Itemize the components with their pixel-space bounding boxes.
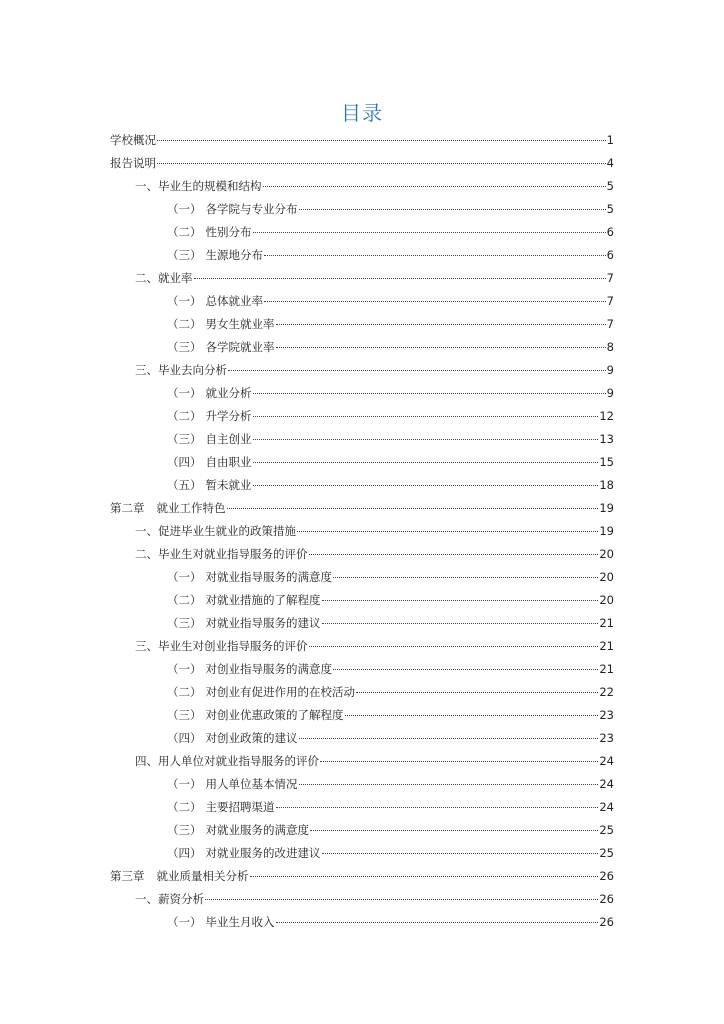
- toc-entry-page-number: 19: [599, 501, 614, 515]
- toc-entry-label: [167, 590, 321, 610]
- toc-entry-text: 就业分析: [205, 386, 252, 400]
- toc-entry[interactable]: [110, 383, 614, 406]
- toc-entry-number: （一）: [167, 386, 202, 400]
- toc-entry-page-number: 12: [599, 409, 614, 423]
- toc-entry-page-number: 26: [599, 869, 614, 883]
- dot-leader: [276, 323, 606, 325]
- toc-entry-page-number: 21: [599, 662, 614, 676]
- toc-entry[interactable]: [110, 429, 614, 452]
- dot-leader: [276, 921, 599, 923]
- toc-entry-text: 薪资分析: [158, 892, 204, 906]
- dot-leader: [320, 760, 598, 762]
- toc-entry-label: [167, 291, 263, 311]
- toc-entry-text: 毕业生的规模和结构: [158, 179, 262, 193]
- toc-entry-label: [167, 475, 252, 495]
- toc-entry-number: 第二章: [110, 501, 145, 515]
- toc-entry-text: 毕业生月收入: [205, 915, 275, 929]
- toc-entry-number: （一）: [167, 662, 202, 676]
- dot-leader: [345, 714, 599, 716]
- dot-leader: [299, 737, 599, 739]
- dot-leader: [264, 254, 606, 256]
- toc-entry[interactable]: [110, 406, 614, 429]
- dot-leader: [205, 898, 598, 900]
- toc-entry[interactable]: [110, 176, 614, 199]
- toc-entry-label: [167, 406, 252, 426]
- dot-leader: [157, 139, 606, 141]
- toc-entry-page-number: 22: [599, 685, 614, 699]
- toc-entry-page-number: 13: [599, 432, 614, 446]
- toc-entry-text: 对创业优惠政策的了解程度: [205, 708, 344, 722]
- toc-entry-page-number: 9: [606, 363, 614, 377]
- toc-entry[interactable]: [110, 245, 614, 268]
- toc-entry-text: 男女生就业率: [205, 317, 275, 331]
- toc-entry-page-number: 19: [599, 524, 614, 538]
- toc-entry-number: 一、: [135, 892, 158, 906]
- dot-leader: [297, 530, 598, 532]
- toc-entry-label: [167, 843, 321, 863]
- toc-entry-page-number: 7: [606, 271, 614, 285]
- toc-entry-page-number: 20: [599, 593, 614, 607]
- toc-entry-page-number: 21: [599, 616, 614, 630]
- toc-entry[interactable]: [110, 153, 614, 176]
- toc-entry-text: 性别分布: [205, 225, 252, 239]
- dot-leader: [264, 300, 606, 302]
- toc-entry-label: [167, 728, 298, 748]
- toc-entry-text: 对就业措施的了解程度: [205, 593, 321, 607]
- toc-entry-label: [135, 751, 319, 771]
- dot-leader: [333, 576, 598, 578]
- toc-entry[interactable]: [110, 498, 614, 521]
- toc-entry-page-number: 6: [606, 225, 614, 239]
- toc-entry-label: [167, 383, 252, 403]
- toc-entry-number: （二）: [167, 409, 202, 423]
- toc-entry-text: 暂未就业: [205, 478, 252, 492]
- toc-entry-label: [167, 705, 344, 725]
- toc-entry-text: 各学院与专业分布: [205, 202, 298, 216]
- toc-entry-text: 升学分析: [205, 409, 252, 423]
- dot-leader: [253, 484, 599, 486]
- toc-entry-page-number: 23: [599, 708, 614, 722]
- toc-entry-label: [135, 889, 204, 909]
- dot-leader: [322, 622, 599, 624]
- toc-entry-number: （一）: [167, 777, 202, 791]
- toc-entry-text: 总体就业率: [205, 294, 263, 308]
- toc-entry[interactable]: [110, 130, 614, 153]
- toc-entry-label: [167, 452, 252, 472]
- toc-entry-number: （二）: [167, 685, 202, 699]
- dot-leader: [276, 806, 599, 808]
- toc-entry-label: [167, 199, 298, 219]
- toc-entry-number: （四）: [167, 846, 202, 860]
- toc-entry-text: 对创业有促进作用的在校活动: [205, 685, 355, 699]
- toc-entry-number: （一）: [167, 294, 202, 308]
- toc-entry-text: 报告说明: [110, 156, 156, 170]
- toc-entry-label: [167, 613, 321, 633]
- toc-entry-number: 一、: [135, 179, 158, 193]
- toc-entry-page-number: 24: [599, 777, 614, 791]
- dot-leader: [322, 852, 599, 854]
- toc-entry-page-number: 9: [606, 386, 614, 400]
- toc-entry-label: [167, 797, 275, 817]
- toc-entry-number: （二）: [167, 317, 202, 331]
- toc-entry[interactable]: [110, 613, 614, 636]
- toc-entry-page-number: 8: [606, 340, 614, 354]
- dot-leader: [299, 208, 606, 210]
- toc-entry-page-number: 1: [606, 133, 614, 147]
- dot-leader: [263, 185, 606, 187]
- toc-entry-text: 学校概况: [110, 133, 156, 147]
- toc-entry-text: 对创业政策的建议: [205, 731, 298, 745]
- toc-entry-label: [110, 866, 249, 886]
- toc-entry-number: （三）: [167, 708, 202, 722]
- toc-entry-text: 毕业生对就业指导服务的评价: [158, 547, 308, 561]
- toc-entry-page-number: 7: [606, 294, 614, 308]
- toc-entry-label: [167, 912, 275, 932]
- toc-entry-text: 用人单位基本情况: [205, 777, 298, 791]
- toc-entry[interactable]: [110, 544, 614, 567]
- toc-entry-label: [167, 774, 298, 794]
- toc-entry-text: 毕业生对创业指导服务的评价: [158, 639, 308, 653]
- toc-entry-page-number: 25: [599, 846, 614, 860]
- dot-leader: [227, 507, 599, 509]
- toc-entry-text: 对就业指导服务的建议: [205, 616, 321, 630]
- toc-entry-label: [167, 567, 332, 587]
- dot-leader: [322, 599, 599, 601]
- toc-entry[interactable]: [110, 199, 614, 222]
- toc-entry-number: （二）: [167, 593, 202, 607]
- dot-leader: [228, 369, 606, 371]
- toc-entry[interactable]: [110, 797, 614, 820]
- toc-entry[interactable]: [110, 268, 614, 291]
- toc-entry-label: [135, 521, 296, 541]
- toc-entry-number: 二、: [135, 271, 158, 285]
- toc-entry-text: 对创业指导服务的满意度: [205, 662, 332, 676]
- dot-leader: [253, 461, 599, 463]
- toc-entry[interactable]: [110, 682, 614, 705]
- toc-entry[interactable]: [110, 314, 614, 337]
- toc-entry-label: [167, 314, 275, 334]
- toc-entry-number: （五）: [167, 478, 202, 492]
- toc-entry-page-number: 21: [599, 639, 614, 653]
- toc-entry-label: [135, 176, 262, 196]
- toc-entry-number: （三）: [167, 248, 202, 262]
- toc-entry[interactable]: [110, 751, 614, 774]
- toc-entry-text: 对就业服务的满意度: [205, 823, 309, 837]
- toc-entry-page-number: 23: [599, 731, 614, 745]
- toc-entry-page-number: 20: [599, 547, 614, 561]
- toc-entry-number: 二、: [135, 547, 158, 561]
- toc-entry-text: 对就业服务的改进建议: [205, 846, 321, 860]
- toc-entry-page-number: 24: [599, 754, 614, 768]
- toc-entry-number: （四）: [167, 455, 202, 469]
- toc-entry-number: 第三章: [110, 869, 145, 883]
- toc-entry-number: （三）: [167, 432, 202, 446]
- toc-entry-page-number: 18: [599, 478, 614, 492]
- toc-entry[interactable]: [110, 889, 614, 912]
- toc-entry-label: [167, 659, 332, 679]
- toc-entry-text: 用人单位对就业指导服务的评价: [158, 754, 319, 768]
- dot-leader: [333, 668, 598, 670]
- toc-entry[interactable]: [110, 291, 614, 314]
- toc-entry[interactable]: [110, 590, 614, 613]
- toc-entry[interactable]: [110, 337, 614, 360]
- toc-entry-text: 就业质量相关分析: [156, 869, 249, 883]
- toc-entry-text: 各学院就业率: [205, 340, 275, 354]
- toc-entry-text: 就业工作特色: [156, 501, 226, 515]
- toc-entry-number: （二）: [167, 800, 202, 814]
- table-of-contents: [110, 130, 614, 935]
- toc-entry-label: [167, 337, 275, 357]
- toc-entry-page-number: 24: [599, 800, 614, 814]
- toc-entry-label: [135, 360, 227, 380]
- toc-entry-page-number: 5: [606, 202, 614, 216]
- toc-entry-label: [135, 268, 193, 288]
- toc-entry[interactable]: [110, 222, 614, 245]
- toc-entry[interactable]: [110, 843, 614, 866]
- toc-entry[interactable]: [110, 774, 614, 797]
- toc-entry[interactable]: [110, 705, 614, 728]
- toc-entry-text: 促进毕业生就业的政策措施: [158, 524, 296, 538]
- dot-leader: [253, 415, 599, 417]
- toc-entry-number: （二）: [167, 225, 202, 239]
- toc-entry-label: [167, 429, 252, 449]
- toc-entry-label: [110, 498, 226, 518]
- toc-entry[interactable]: [110, 452, 614, 475]
- toc-entry[interactable]: [110, 567, 614, 590]
- toc-entry-number: （三）: [167, 340, 202, 354]
- dot-leader: [310, 829, 598, 831]
- toc-entry[interactable]: [110, 659, 614, 682]
- toc-entry-text: 就业率: [158, 271, 193, 285]
- toc-entry[interactable]: [110, 728, 614, 751]
- toc-entry-number: （三）: [167, 823, 202, 837]
- toc-entry-label: [110, 153, 156, 173]
- toc-entry-page-number: 20: [599, 570, 614, 584]
- toc-entry-page-number: 7: [606, 317, 614, 331]
- toc-entry-label: [110, 130, 156, 150]
- dot-leader: [299, 783, 599, 785]
- toc-entry-label: [167, 245, 263, 265]
- toc-entry-page-number: 6: [606, 248, 614, 262]
- toc-entry-page-number: 5: [606, 179, 614, 193]
- dot-leader: [276, 346, 606, 348]
- dot-leader: [194, 277, 606, 279]
- toc-entry-page-number: 26: [599, 892, 614, 906]
- toc-entry[interactable]: [110, 636, 614, 659]
- toc-entry[interactable]: [110, 820, 614, 843]
- toc-entry-number: 三、: [135, 363, 158, 377]
- toc-entry-text: 主要招聘渠道: [205, 800, 275, 814]
- toc-entry[interactable]: [110, 912, 614, 935]
- toc-entry-page-number: 25: [599, 823, 614, 837]
- dot-leader: [356, 691, 598, 693]
- toc-entry[interactable]: [110, 360, 614, 383]
- toc-entry-label: [135, 636, 308, 656]
- toc-entry-text: 自由职业: [205, 455, 252, 469]
- toc-entry-number: 一、: [135, 524, 158, 538]
- dot-leader: [309, 645, 599, 647]
- toc-entry-number: 三、: [135, 639, 158, 653]
- toc-entry-label: [135, 544, 308, 564]
- toc-entry-number: 四、: [135, 754, 158, 768]
- toc-entry[interactable]: [110, 521, 614, 544]
- toc-entry-page-number: 4: [606, 156, 614, 170]
- toc-entry-text: 自主创业: [205, 432, 252, 446]
- toc-entry-label: [167, 820, 309, 840]
- toc-entry-page-number: 26: [599, 915, 614, 929]
- toc-title: 目录: [341, 101, 383, 125]
- toc-entry-text: 对就业指导服务的满意度: [205, 570, 332, 584]
- toc-entry-text: 生源地分布: [205, 248, 263, 262]
- dot-leader: [250, 875, 599, 877]
- toc-entry-number: （一）: [167, 202, 202, 216]
- toc-entry-page-number: 15: [599, 455, 614, 469]
- toc-entry-number: （四）: [167, 731, 202, 745]
- toc-entry-number: （一）: [167, 570, 202, 584]
- toc-entry-label: [167, 222, 252, 242]
- dot-leader: [253, 231, 606, 233]
- dot-leader: [253, 438, 599, 440]
- toc-entry-text: 毕业去向分析: [158, 363, 227, 377]
- toc-entry[interactable]: [110, 475, 614, 498]
- dot-leader: [253, 392, 606, 394]
- toc-entry-label: [167, 682, 355, 702]
- toc-entry-number: （一）: [167, 915, 202, 929]
- toc-entry[interactable]: [110, 866, 614, 889]
- dot-leader: [157, 162, 606, 164]
- dot-leader: [309, 553, 599, 555]
- toc-entry-number: （三）: [167, 616, 202, 630]
